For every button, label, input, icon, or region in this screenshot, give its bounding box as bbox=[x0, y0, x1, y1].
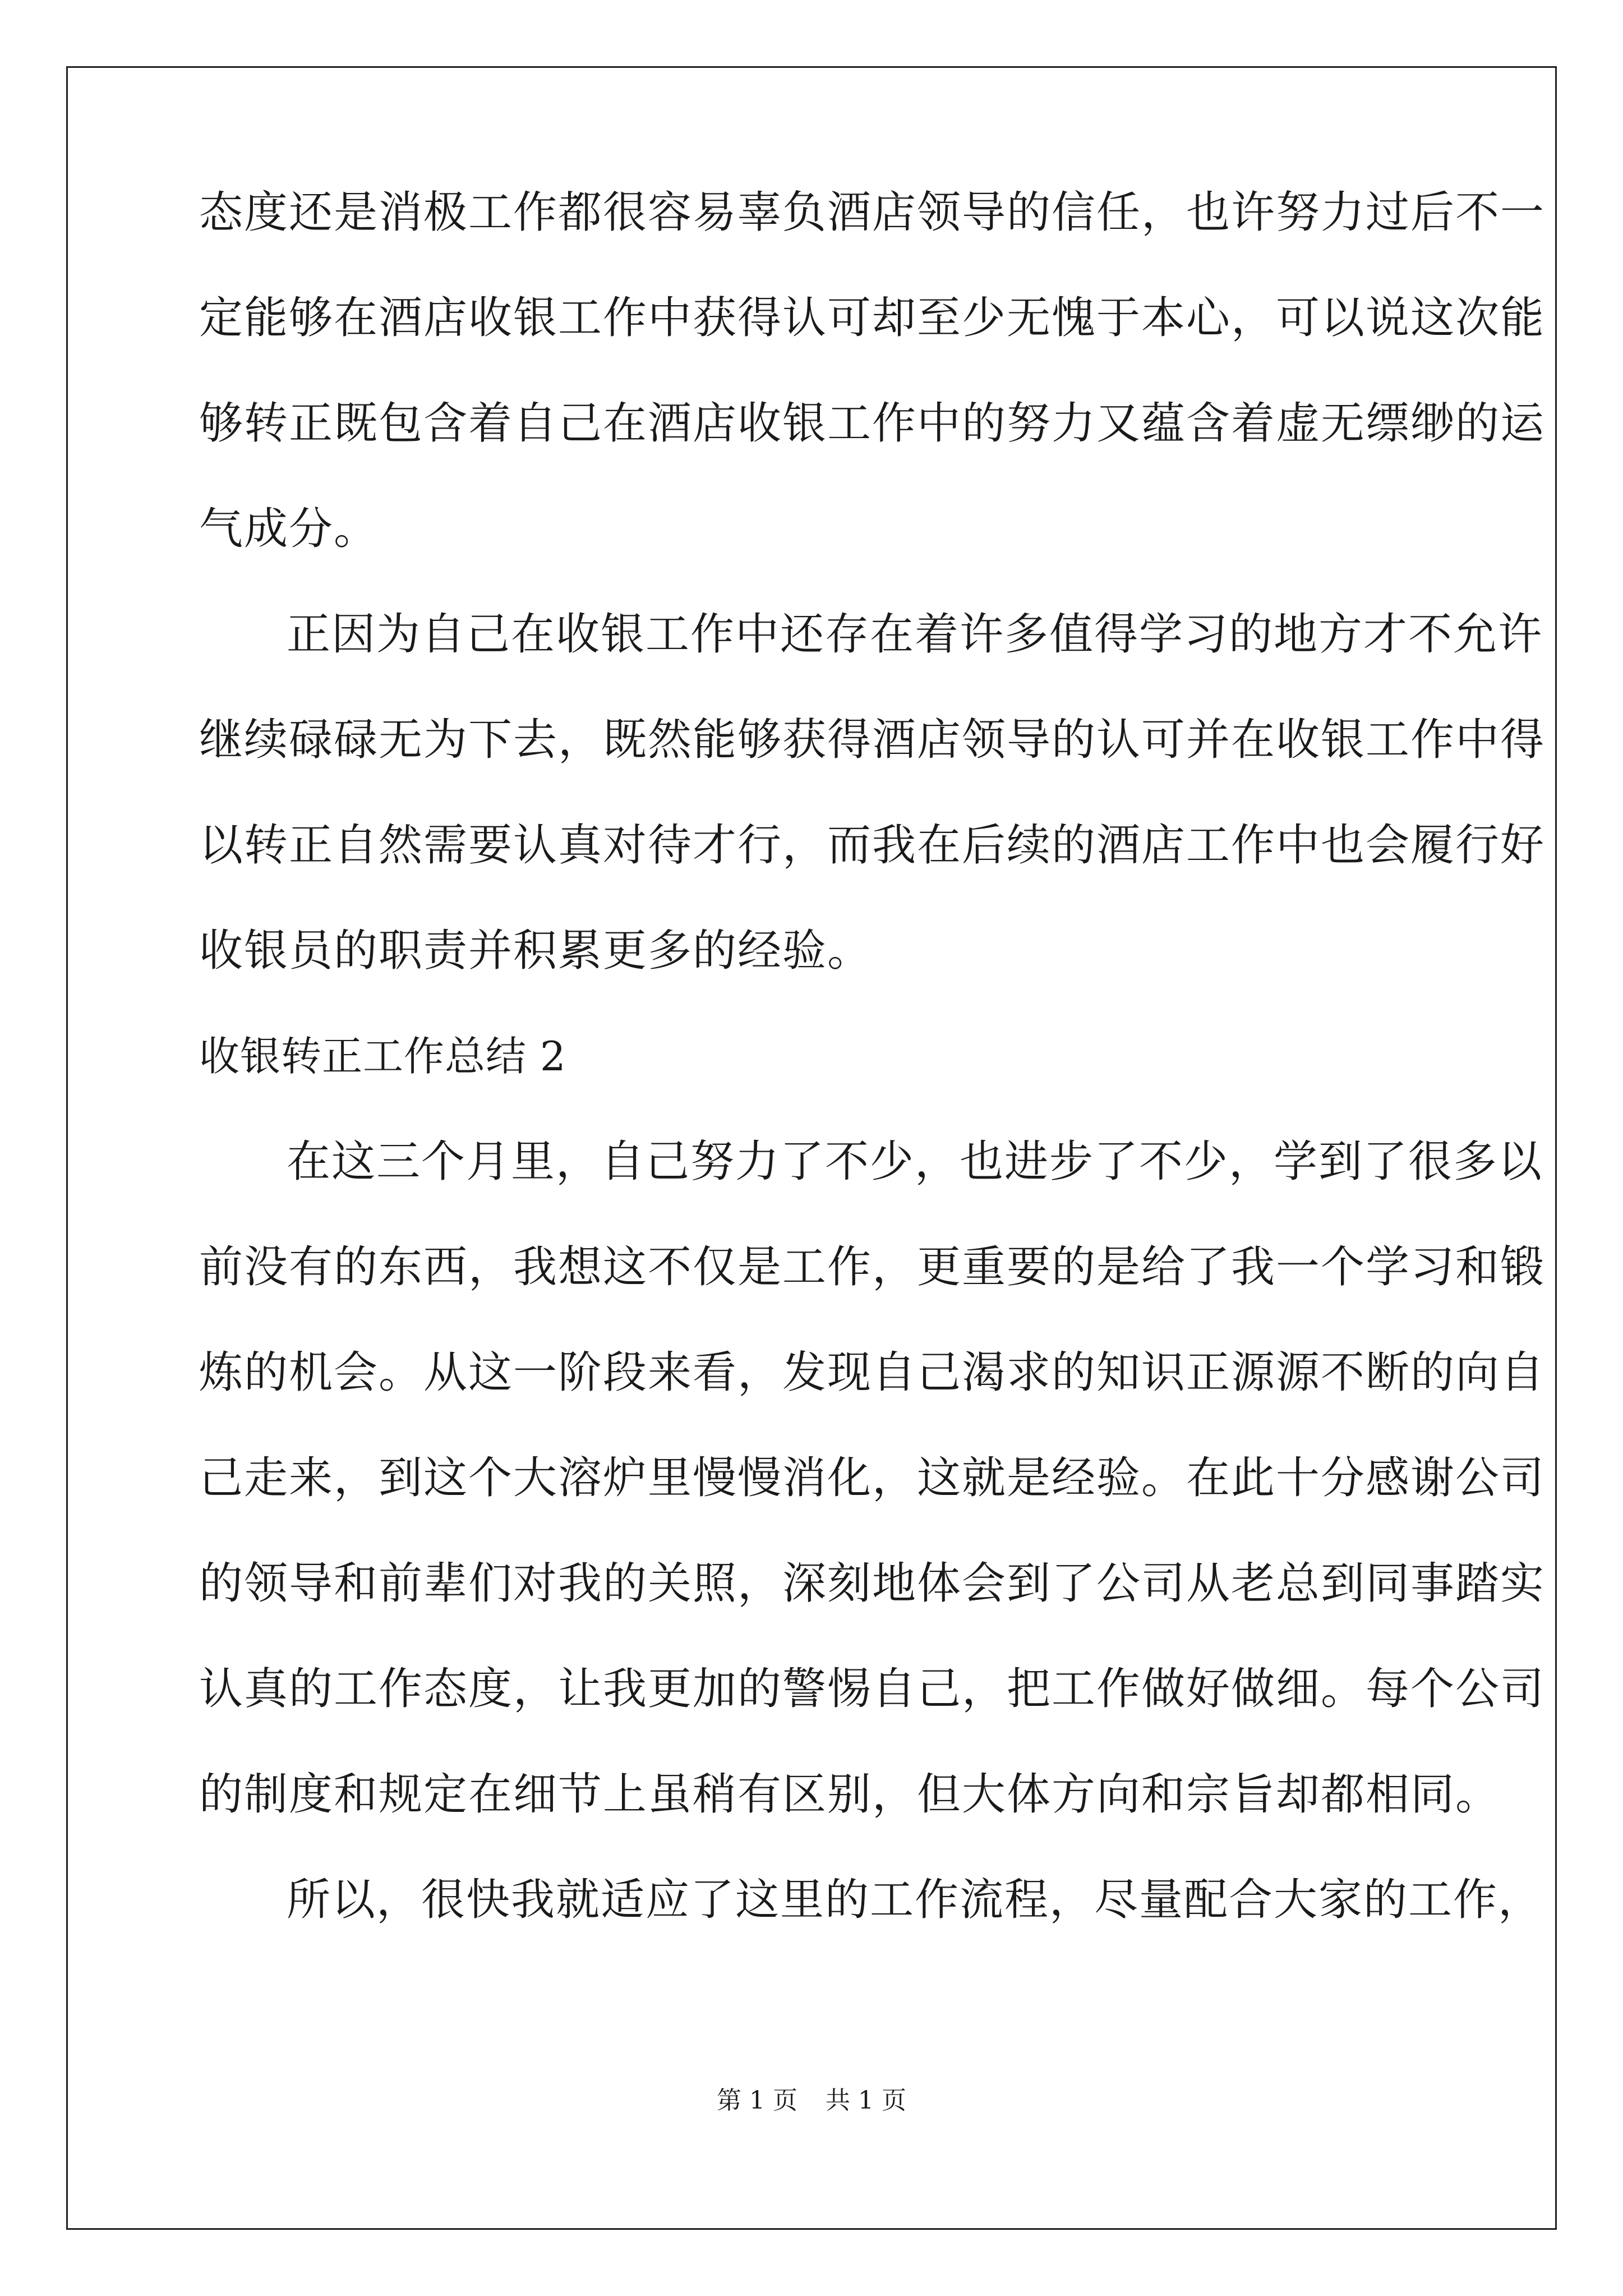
text-line: 前没有的东西，我想这不仅是工作，更重要的是给了我一个学习和锻 bbox=[199, 1242, 1546, 1292]
text-line: 继续碌碌无为下去，既然能够获得酒店领导的认可并在收银工作中得 bbox=[199, 715, 1546, 765]
text-line: 正因为自己在收银工作中还存在着许多值得学习的地方才不允许 bbox=[287, 609, 1543, 660]
section-heading: 收银转正工作总结 2 bbox=[199, 1033, 566, 1080]
paragraph bbox=[199, 187, 1546, 554]
page-footer bbox=[0, 2087, 1623, 2115]
text-line: 所以，很快我就适应了这里的工作流程，尽量配合大家的工作， bbox=[287, 1875, 1543, 1925]
text-line: 在这三个月里，自己努力了不少，也进步了不少，学到了很多以 bbox=[287, 1137, 1543, 1187]
text-line: 炼的机会。从这一阶段来看，发现自己渴求的知识正源源不断的向自 bbox=[199, 1347, 1546, 1398]
text-line: 己走来，到这个大溶炉里慢慢消化，这就是经验。在此十分感谢公司 bbox=[199, 1453, 1546, 1503]
text-line: 的领导和前辈们对我的关照，深刻地体会到了公司从老总到同事踏实 bbox=[199, 1558, 1546, 1609]
text-line: 够转正既包含着自己在酒店收银工作中的努力又蕴含着虚无缥缈的运 bbox=[199, 398, 1546, 449]
page-number-total: 共 1 页 bbox=[826, 2086, 906, 2115]
text-line: 定能够在酒店收银工作中获得认可却至少无愧于本心，可以说这次能 bbox=[199, 293, 1546, 343]
paragraph bbox=[199, 1137, 1546, 1820]
text-line: 气成分。 bbox=[199, 504, 379, 554]
text-line: 认真的工作态度，让我更加的警惕自己，把工作做好做细。每个公司 bbox=[199, 1664, 1546, 1714]
text-line: 收银员的职责并积累更多的经验。 bbox=[199, 926, 873, 976]
text-line: 以转正自然需要认真对待才行，而我在后续的酒店工作中也会履行好 bbox=[199, 820, 1546, 871]
text-line: 态度还是消极工作都很容易辜负酒店领导的信任，也许努力过后不一 bbox=[199, 187, 1546, 238]
page-number-current: 第 1 页 bbox=[717, 2086, 797, 2115]
text-line: 的制度和规定在细节上虽稍有区别，但大体方向和宗旨却都相同。 bbox=[199, 1769, 1501, 1820]
document-body bbox=[199, 187, 1546, 1984]
paragraph bbox=[199, 1875, 1543, 1925]
paragraph bbox=[199, 609, 1546, 976]
